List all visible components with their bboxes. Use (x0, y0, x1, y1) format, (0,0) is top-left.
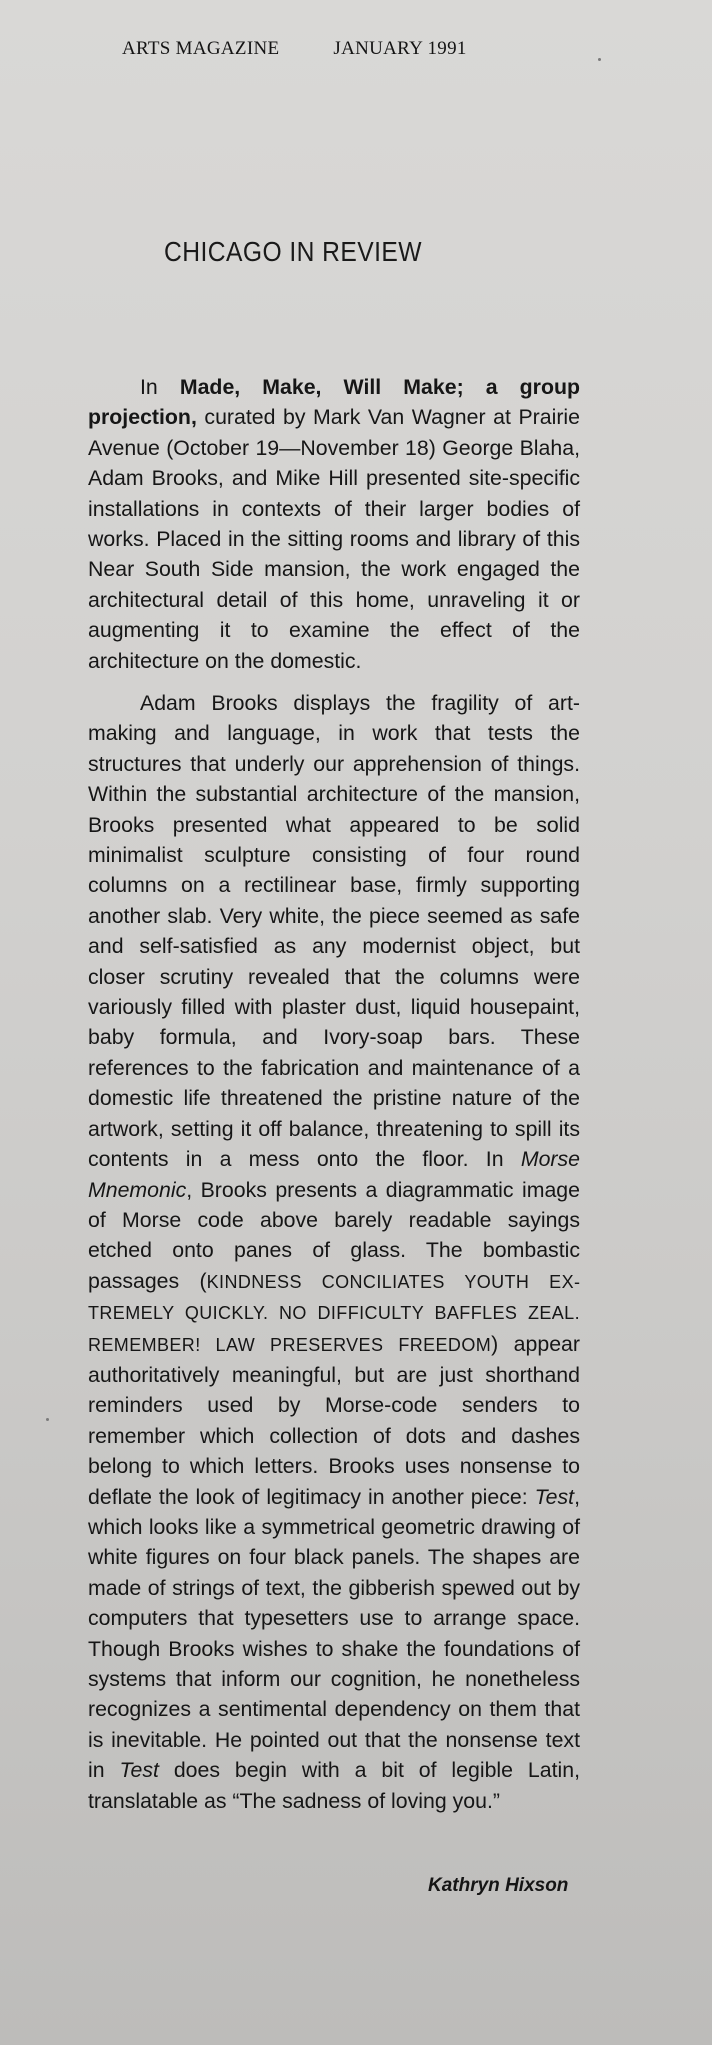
publication-name: ARTS MAGAZINE (122, 38, 280, 59)
article-paragraph-1 (88, 372, 580, 676)
morse-sayings: KINDNESS CONCILIATES YOUTH EXTREMELY QUICKLY. NO DIFFICULTY BAFFLES ZEAL. REMEMBER! LAW PRESERVES FREEDOM (88, 1271, 580, 1355)
p1-text: curated by Mark Van Wagner at Prairie Avenue (October 19—November 18) George Blaha, Adam Brooks, and Mike Hill presented site-specific installations in contexts of their larger bodies of works. Placed in the sitting rooms and library of this Near South Side mansion, the work engaged the architectural detail of this home, unraveling it or augmenting it to examine the effect of the architecture on the domestic. (88, 405, 580, 673)
masthead (122, 38, 467, 60)
work-title-test-2: Test (119, 1758, 159, 1783)
work-title-morse-mnemonic: Morse Mnemonic (88, 1147, 580, 1202)
author-byline: Kathryn Hixson (428, 1875, 569, 1896)
exhibition-title: Made, Make, Will Make; a group projection, (88, 375, 580, 430)
p1-lead: In (140, 375, 180, 399)
p2-text-c: ) appear authoritatively meaningful, but are just shorthand reminders used by Morse-code senders to remember which collection of dots and dashes belong to which letters. Brooks uses nonsense to deflate the look of legitimacy in another piece: (88, 1331, 580, 1509)
p2-text-a: Adam Brooks displays the fragility of artmaking and language, in work that tests the structures that underly our apprehension of things. Within the substantial architecture of the mansion, Brooks presented what appeared to be solid minimalist sculpture consisting of four round columns on a rectilinear base, firmly supporting another slab. Very white, the piece seemed as safe and self-satisfied as any modernist object, but closer scrutiny revealed that the columns were variously filled with plaster dust, liquid housepaint, baby formula, and Ivory-soap bars. These references to the fabrication and maintenance of a domestic life threatened the pristine nature of the artwork, setting it off balance, threatening to spill its contents in a mess onto the floor. In (88, 691, 580, 1172)
issue-date: JANUARY 1991 (333, 38, 467, 59)
paper-speck (46, 1418, 49, 1421)
article-paragraph-2 (88, 688, 580, 1816)
p2-text-e: does begin with a bit of legible Latin, translatable as “The sadness of loving you.” (88, 1758, 580, 1813)
p2-text-b: , Brooks presents a diagrammatic image of Morse code above barely readable sayings etched onto panes of glass. The bombastic passages ( (88, 1177, 580, 1293)
section-title: CHICAGO IN REVIEW (164, 236, 423, 267)
p2-text-d: , which looks like a symmetrical geometric drawing of white figures on four black panels. The shapes are made of strings of text, the gibberish spewed out by computers that typesetters use to arrange space. Though Brooks wishes to shake the foundations of systems that inform our cognition, he nonetheless recognizes a sentimental dependency on them that is inevitable. He pointed out that the nonsense text in (88, 1484, 580, 1783)
work-title-test: Test (534, 1484, 575, 1509)
paper-speck (598, 58, 601, 61)
